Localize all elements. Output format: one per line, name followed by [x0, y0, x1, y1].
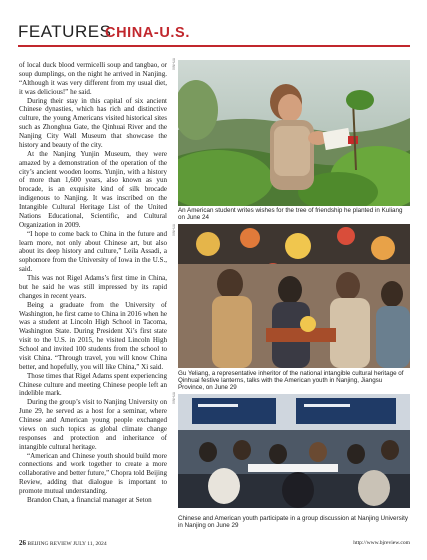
article-body	[19, 61, 167, 536]
photo-credit: XINHUA	[172, 57, 176, 70]
section-title: FEATURES	[18, 22, 112, 41]
page-header	[18, 22, 410, 44]
issue-line: BEIJING REVIEW JULY 11, 2024	[27, 541, 107, 547]
article-paragraph: At the Nanjing Yunjin Museum, they were amazed by a demonstration of the operation of the city’s ancient wooden looms. Yunjin, with a history of more than 1,600 years, also known as yun brocade, is an exquisite kind of silk brocade indigenous to Nanjing. It was inscribed on the Intangible Cultural Heritage List of the United Nations Educational, Scientific, and Cultural Organization in 2009.	[19, 149, 167, 229]
article-paragraph: Those times that Rigel Adams spent experiencing Chinese culture and meeting Chinese people left an indelible mark.	[19, 371, 167, 398]
article-paragraph: This was not Rigel Adams’s first time in China, but he said he was still impressed by its rapid changes in recent years.	[19, 274, 167, 300]
photo-credit: XINHUA	[172, 391, 176, 404]
article-paragraph: During the group’s visit to Nanjing University on June 29, he served as a host for a seminar, where Chinese and American young people exchanged views on such topics as global climate change responses and protection and inheritance of intangible cultural heritage.	[19, 398, 167, 451]
page-number: 26	[19, 539, 26, 547]
header-rule	[18, 45, 410, 47]
photo-credit: XINHUA	[172, 223, 176, 236]
photo-caption: An American student writes wishes for the tree of friendship he planted in Kuliang on June 24	[178, 207, 403, 222]
article-paragraph: “I hope to come back to China in the future and learn more, not only about Chinese art, but also about its deep history and culture,” Leila Assadi, a sophomore from the University of Iowa in the U.S., said.	[19, 229, 167, 274]
photo-tree-planting	[178, 60, 410, 206]
article-paragraph: Brandon Chan, a financial manager at Seton	[27, 495, 152, 504]
photo-caption: Gu Yeliang, a representative inheritor of the national intangible cultural heritage of Qinhuai festive lanterns, talks with the American youth in Nanjing, Jiangsu Province, on June 29	[178, 370, 404, 392]
article-paragraph: “American and Chinese youth should build more connections and work together to create a more collaborative and better future,” Chopra told Beijing Review, adding that dialogue is important to promote mutual understanding.	[19, 451, 167, 495]
article-paragraph: Being a graduate from the University of Washington, he first came to China in 2016 when he was a student at Lincoln High School in Tacoma, Washington State. During President Xi’s first state visit to the U.S. in 2015, he visited Lincoln High School and invited 100 students from the school to visit China. “Through travel, you will know China better, and hopefully, you will like China,” Xi said.	[19, 300, 167, 371]
article-paragraph: During their stay in this capital of six ancient Chinese dynasties, which has rich and distinctive culture, the young Americans visited historical sites such as Zhonghua Gate, the Qinhuai River and the Nanjing City Wall Museum that showcase the history and beauty of the city.	[19, 96, 167, 149]
photo-group-discussion	[178, 394, 410, 508]
page-footer	[19, 538, 410, 548]
website-link[interactable]: http://www.bjreview.com	[353, 540, 410, 546]
subsection-title: CHINA-U.S.	[105, 25, 190, 41]
article-paragraph: of local duck blood vermicelli soup and tangbao, or soup dumplings, on the night he arrived in Nanjing. “Although it was very different from my usual diet, it was delicious!” he said.	[19, 61, 167, 96]
photo-lantern-workshop	[178, 224, 410, 368]
photo-caption: Chinese and American youth participate in a group discussion at Nanjing University in Nanjing on June 29	[178, 515, 408, 530]
